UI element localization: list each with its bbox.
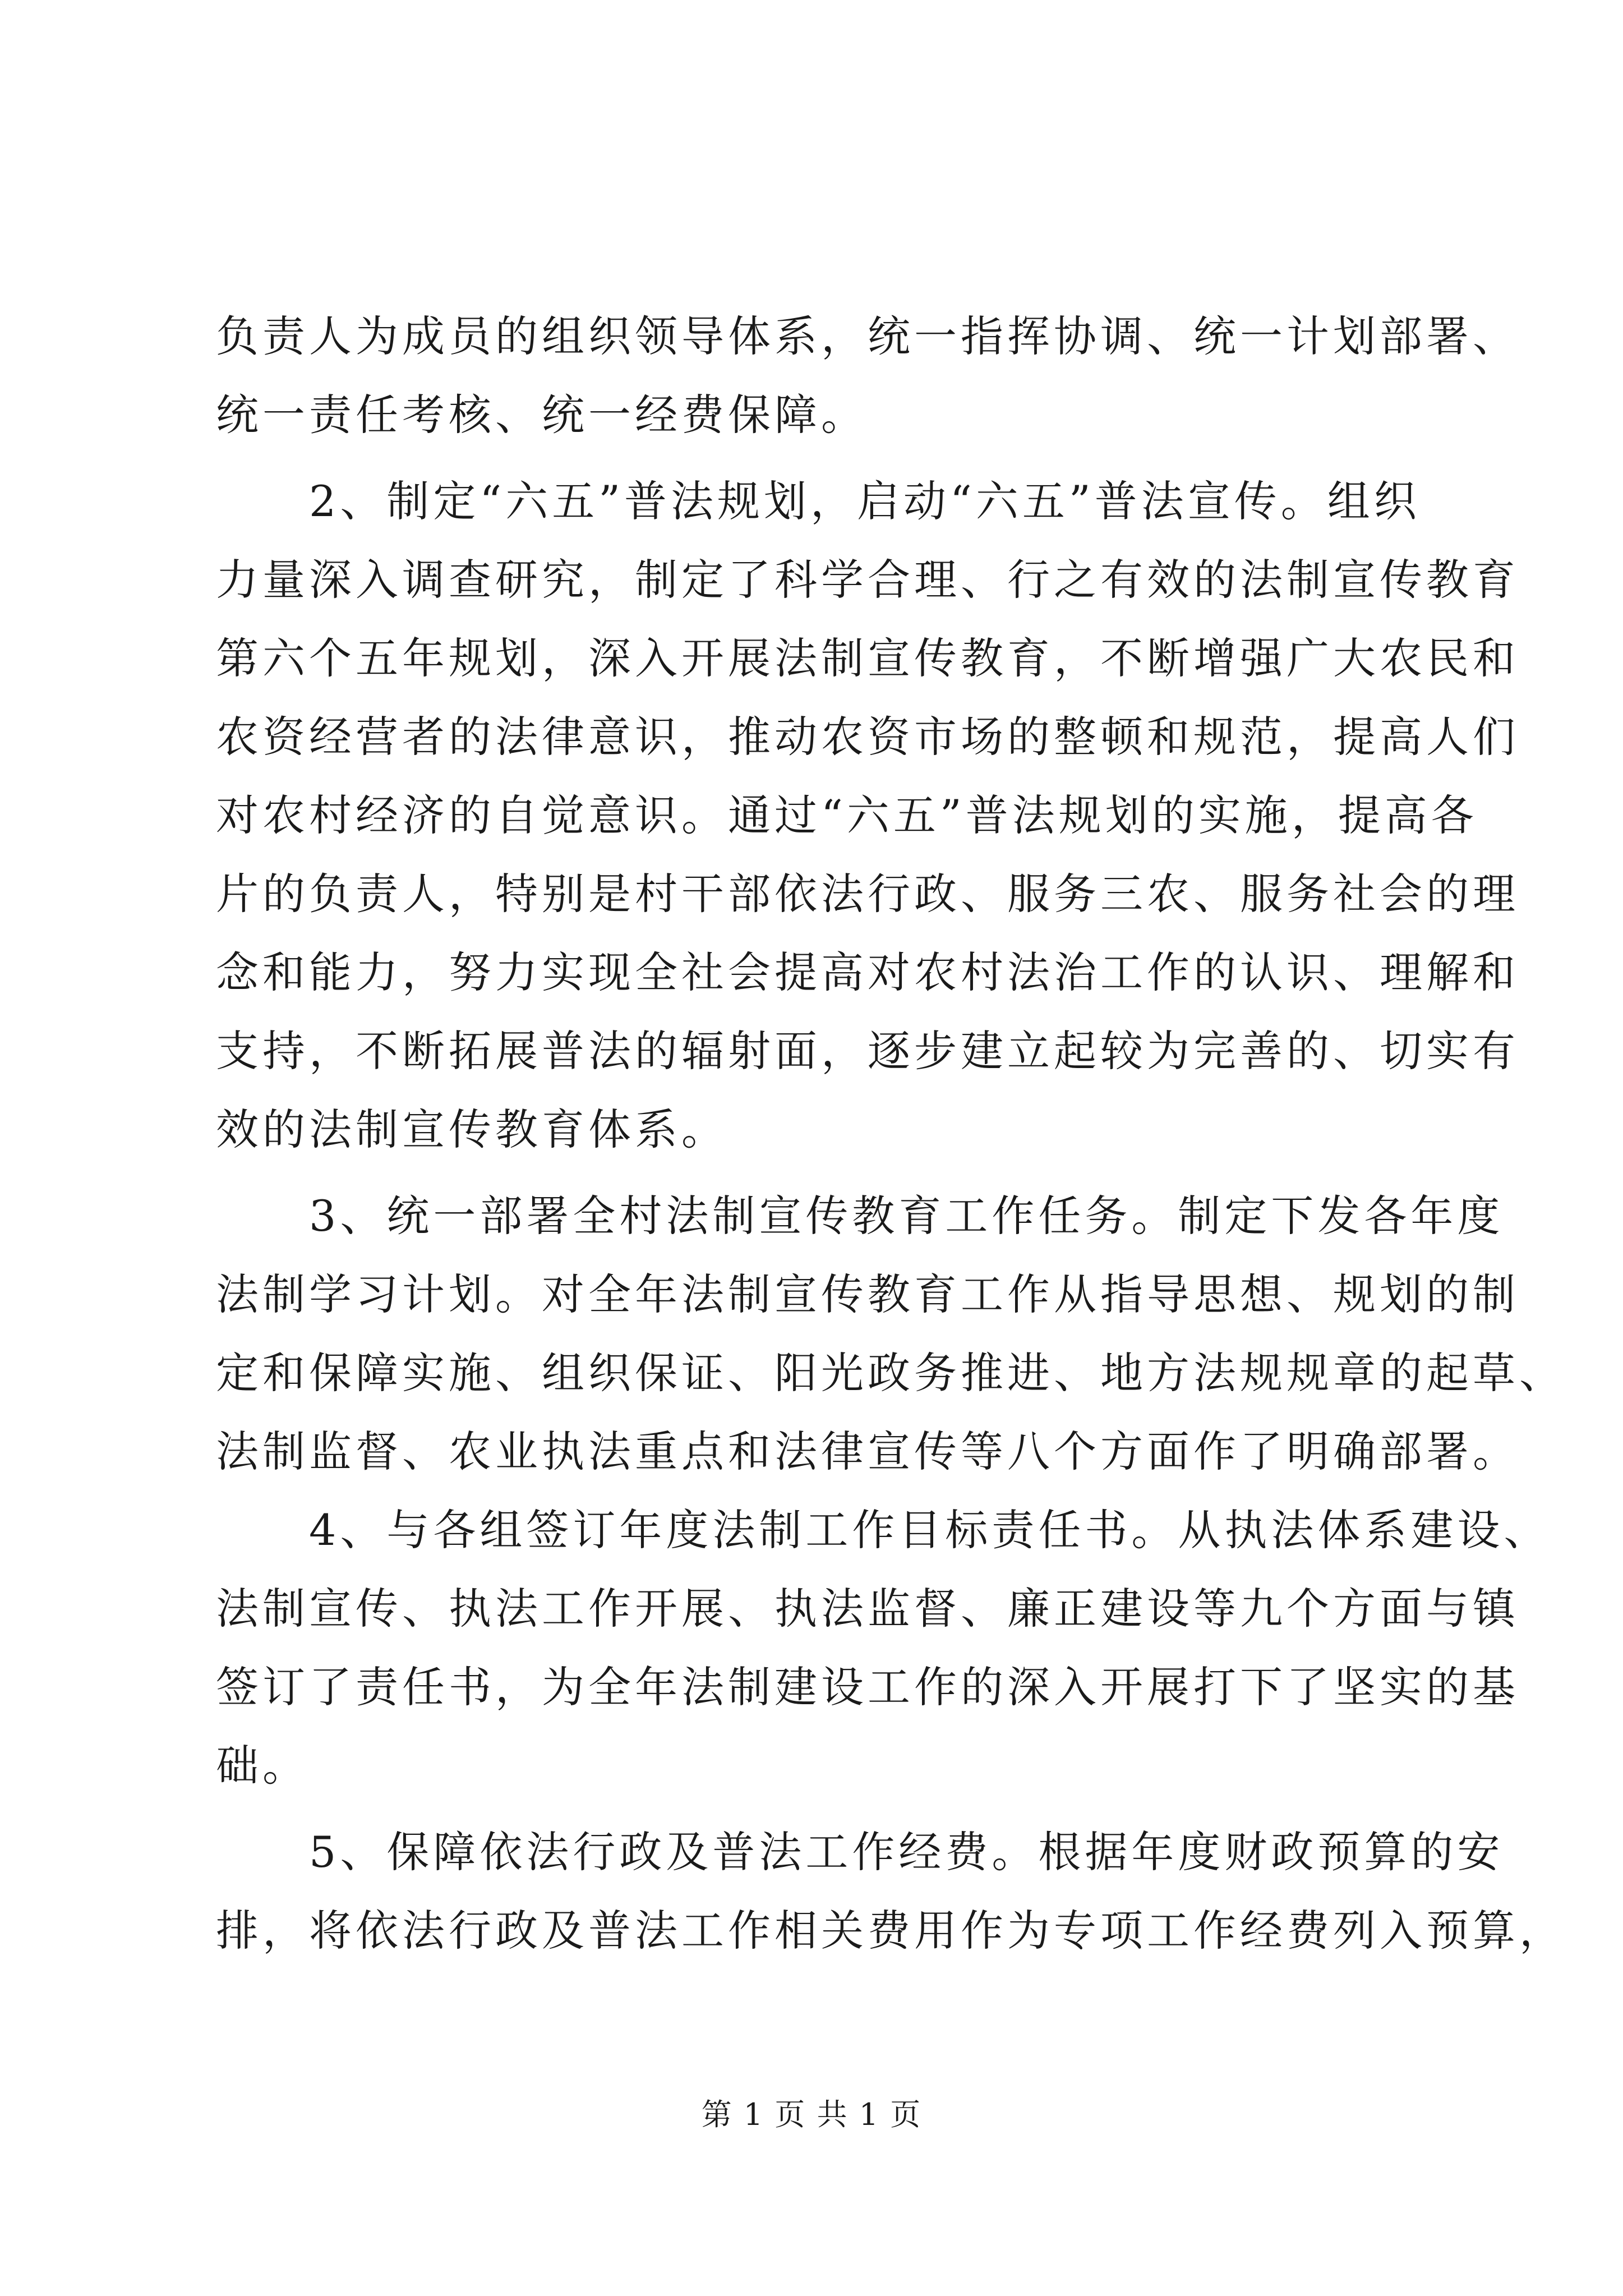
text-line: 法制宣传、执法工作开展、执法监督、廉正建设等九个方面与镇 [216,1584,1519,1634]
text-line: 念和能力，努力实现全社会提高对农村法治工作的认识、理解和 [216,947,1519,997]
text-line: 支持，不断拓展普法的辐射面，逐步建立起较为完善的、切实有 [216,1026,1519,1076]
document-body [216,297,1566,1970]
page-footer: 第 1 页 共 1 页 [701,2097,922,2132]
text-line: 法制学习计划。对全年法制宣传教育工作从指导思想、规划的制 [216,1269,1519,1319]
text-line: 法制监督、农业执法重点和法律宣传等八个方面作了明确部署。 [216,1427,1519,1476]
paragraph-5-line: 5、保障依法行政及普法工作经费。根据年度财政预算的安 [216,1827,1504,1877]
text-line: 力量深入调查研究，制定了科学合理、行之有效的法制宣传教育 [216,555,1519,605]
text-line: 定和保障实施、组织保证、阳光政务推进、地方法规规章的起草、 [216,1348,1566,1398]
text-line: 统一责任考核、统一经费保障。 [216,390,868,440]
text-line: 效的法制宣传教育体系。 [216,1105,728,1154]
text-line: 负责人为成员的组织领导体系，统一指挥协调、统一计划部署、 [216,311,1519,361]
text-line: 片的负责人，特别是村干部依法行政、服务三农、服务社会的理 [216,869,1519,919]
text-line: 农资经营者的法律意识，推动农资市场的整顿和规范，提高人们 [216,712,1519,762]
text-line: 排，将依法行政及普法工作相关费用作为专项工作经费列入预算， [216,1906,1566,1955]
text-line: 础。 [216,1741,309,1791]
paragraph-4-line: 4、与各组签订年度法制工作目标责任书。从执法体系建设、 [216,1505,1551,1555]
paragraph-3-line: 3、统一部署全村法制宣传教育工作任务。制定下发各年度 [216,1191,1504,1241]
text-line: 签订了责任书，为全年法制建设工作的深入开展打下了坚实的基 [216,1662,1519,1712]
paragraph-2-line: 2、制定“六五”普法规划，启动“六五”普法宣传。组织 [216,476,1421,526]
text-line: 对农村经济的自觉意识。通过“六五”普法规划的实施，提高各 [216,790,1478,840]
text-line: 第六个五年规划，深入开展法制宣传教育，不断增强广大农民和 [216,633,1519,683]
